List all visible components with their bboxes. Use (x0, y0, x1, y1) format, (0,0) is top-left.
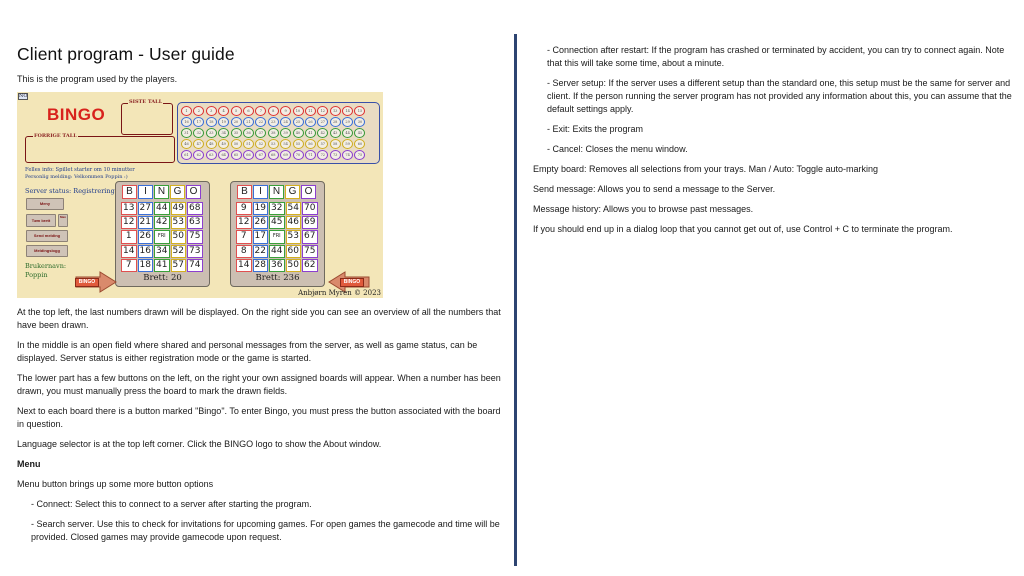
right-column (533, 44, 1018, 243)
overview-number: 46 (181, 139, 192, 149)
card-1-cell: 50 (171, 230, 187, 243)
intro-paragraph: This is the program used by the players. (17, 74, 178, 84)
menu-exit: - Exit: Exits the program (547, 124, 644, 134)
card-1-cell: 75 (187, 230, 203, 243)
overview-number: 52 (255, 139, 266, 149)
last-number-box (121, 103, 173, 135)
overview-number: 42 (317, 128, 328, 138)
menu-search: - Search server. Use this to check for invitations for upcoming games. For open games the gamecode and time will be provided. Closed games may provide gamecode upon request. (31, 519, 500, 542)
card-2-cell: 50 (286, 259, 302, 272)
card-1-cell: 13 (121, 202, 137, 215)
overview-number: 74 (342, 150, 353, 160)
overview-number: 49 (218, 139, 229, 149)
overview-number: 71 (305, 150, 316, 160)
card-1-cell: 42 (154, 216, 170, 229)
card-1-cell: 18 (138, 259, 154, 272)
empty-board-description: Empty board: Removes all selections from your trays. Man / Auto: Toggle auto-marking (533, 164, 878, 174)
card-2-cell: 7 (236, 230, 252, 243)
bingo-logo: BINGO (47, 105, 106, 124)
card-2-label: Brett: 236 (255, 273, 300, 283)
card-1-cell: 12 (121, 216, 137, 229)
overview-number: 38 (268, 128, 279, 138)
card-1-cell: 73 (187, 245, 203, 258)
card-2-header-g: G (285, 185, 300, 199)
overview-number: 13 (330, 106, 341, 116)
server-status-text: Server status: Registrering (25, 187, 115, 195)
overview-number: 75 (354, 150, 365, 160)
page-title: Client program - User guide (17, 44, 235, 64)
card-2-cell: 36 (269, 259, 285, 272)
card-1-header-i: I (138, 185, 153, 199)
overview-number: 18 (206, 117, 217, 127)
menu-button: Meny (26, 198, 64, 210)
overview-number: 51 (243, 139, 254, 149)
card-1-cell: 53 (171, 216, 187, 229)
card-1-header-b: B (122, 185, 137, 199)
card-2-cell: 19 (253, 202, 269, 215)
personal-message-text: Personlig melding: Velkommen Poppin :) (25, 174, 128, 180)
overview-number: 21 (243, 117, 254, 127)
card-1-cell: 63 (187, 216, 203, 229)
overview-number: 22 (255, 117, 266, 127)
overview-number: 4 (218, 106, 229, 116)
card-1-cell: 44 (154, 202, 170, 215)
last-number-label: SISTE TALL (129, 99, 163, 105)
card-2-cell: 75 (302, 245, 318, 258)
card-2-cell: 14 (236, 259, 252, 272)
card-1-cell: 27 (138, 202, 154, 215)
card-2-cell: 67 (302, 230, 318, 243)
bingo-button-card-1: BINGO (75, 278, 99, 287)
overview-number: 17 (193, 117, 204, 127)
overview-number: 7 (255, 106, 266, 116)
card-2-cell: 62 (302, 259, 318, 272)
card-1-header-g: G (170, 185, 185, 199)
bingo-card-2 (230, 181, 325, 287)
language-flag-icon: NO (19, 93, 28, 99)
card-2-grid (236, 202, 318, 273)
card-1-cell: 52 (171, 245, 187, 258)
message-history-description: Message history: Allows you to browse past messages. (533, 204, 754, 214)
overview-number: 62 (193, 150, 204, 160)
card-2-cell: 45 (269, 216, 285, 229)
card-2-cell: 46 (286, 216, 302, 229)
overview-number: 31 (181, 128, 192, 138)
card-1-grid (121, 202, 203, 273)
card-1-header-n: N (154, 185, 169, 199)
overview-number: 27 (317, 117, 328, 127)
card-2-header-i: I (253, 185, 268, 199)
paragraph-lower-part: The lower part has a few buttons on the left, on the right your own assigned boards will appear. When a number has been drawn, you must manually press the board to mark the drawn fields. (17, 373, 501, 396)
overview-number: 23 (268, 117, 279, 127)
paragraph-bingo-button: Next to each board there is a button marked "Bingo". To enter Bingo, you must press the button associated with the board in question. (17, 406, 501, 429)
card-1-cell: 7 (121, 259, 137, 272)
overview-number: 32 (193, 128, 204, 138)
overview-number: 19 (218, 117, 229, 127)
overview-number: 26 (305, 117, 316, 127)
column-divider (514, 34, 517, 566)
paragraph-middle-field: In the middle is an open field where shared and personal messages from the server, as well as game status, can be displayed. Server status is either registration mode or the game is started. (17, 340, 478, 363)
overview-number: 1 (181, 106, 192, 116)
card-1-cell: 49 (171, 202, 187, 215)
overview-number: 39 (280, 128, 291, 138)
paragraph-language: Language selector is at the top left corner. Click the BINGO logo to show the About window. (17, 439, 382, 449)
overview-number: 14 (342, 106, 353, 116)
copyright-text: Anbjørn Myren © 2023 (298, 289, 381, 297)
overview-number: 9 (280, 106, 291, 116)
overview-number: 8 (268, 106, 279, 116)
overview-number: 37 (255, 128, 266, 138)
card-1-header-o: O (186, 185, 201, 199)
send-message-description: Send message: Allows you to send a message to the Server. (533, 184, 776, 194)
client-screenshot (17, 92, 383, 298)
empty-board-button: Tøm brett (26, 214, 56, 227)
overview-number: 64 (218, 150, 229, 160)
bingo-button-card-2: BINGO (340, 278, 364, 287)
card-2-header-b: B (237, 185, 252, 199)
card-2-cell: 70 (302, 202, 318, 215)
left-column (17, 44, 502, 551)
card-2-cell: 32 (269, 202, 285, 215)
overview-number: 41 (305, 128, 316, 138)
menu-intro: Menu button brings up some more button options (17, 479, 214, 489)
overview-number: 69 (280, 150, 291, 160)
card-2-cell: 26 (253, 216, 269, 229)
overview-number: 5 (231, 106, 242, 116)
card-1-cell: 34 (154, 245, 170, 258)
overview-number: 68 (268, 150, 279, 160)
card-1-cell: 14 (121, 245, 137, 258)
menu-cancel: - Cancel: Closes the menu window. (547, 144, 688, 154)
overview-number: 44 (342, 128, 353, 138)
overview-number: 57 (317, 139, 328, 149)
card-1-cell: 68 (187, 202, 203, 215)
overview-number: 24 (280, 117, 291, 127)
overview-number: 2 (193, 106, 204, 116)
overview-number: 34 (218, 128, 229, 138)
card-2-cell: FRI (269, 230, 285, 243)
overview-number: 66 (243, 150, 254, 160)
overview-number: 70 (293, 150, 304, 160)
overview-number: 48 (206, 139, 217, 149)
overview-number: 72 (317, 150, 328, 160)
card-1-header (122, 185, 201, 199)
username-value: Poppin (25, 271, 48, 279)
overview-number: 28 (330, 117, 341, 127)
dialog-loop-note: If you should end up in a dialog loop that you cannot get out of, use Control + C to terminate the program. (533, 224, 953, 234)
overview-number: 15 (354, 106, 365, 116)
card-1-label: Brett: 20 (143, 273, 182, 283)
card-2-cell: 53 (286, 230, 302, 243)
overview-number: 35 (231, 128, 242, 138)
shared-info-text: Felles info: Spillet starter om 10 minutter (25, 167, 135, 173)
overview-number: 16 (181, 117, 192, 127)
card-2-header (237, 185, 316, 199)
overview-number: 58 (330, 139, 341, 149)
overview-number: 67 (255, 150, 266, 160)
bingo-card-1 (115, 181, 210, 287)
message-log-button: Meldingslogg (26, 245, 68, 257)
overview-number: 43 (330, 128, 341, 138)
man-auto-toggle: Man (58, 214, 68, 227)
card-2-header-o: O (301, 185, 316, 199)
overview-number: 11 (305, 106, 316, 116)
username-label: Brukernavn: (25, 262, 67, 270)
card-2-cell: 54 (286, 202, 302, 215)
overview-number: 6 (243, 106, 254, 116)
overview-number: 30 (354, 117, 365, 127)
overview-number: 56 (305, 139, 316, 149)
overview-number: 60 (354, 139, 365, 149)
menu-server-setup: - Server setup: If the server uses a different setup than the standard one, this setup must be the same for server and client. If the person running the server program has not provided any information about this, you can assume that the default settings apply. (547, 78, 1012, 114)
username-block (25, 262, 66, 280)
overview-number: 54 (280, 139, 291, 149)
card-1-cell: 26 (138, 230, 154, 243)
overview-number: 65 (231, 150, 242, 160)
card-1-cell: 57 (171, 259, 187, 272)
overview-number: 55 (293, 139, 304, 149)
card-2-cell: 28 (253, 259, 269, 272)
previous-numbers-label: FORRIGE TALL (34, 133, 77, 139)
overview-number: 12 (317, 106, 328, 116)
card-2-cell: 12 (236, 216, 252, 229)
overview-number: 73 (330, 150, 341, 160)
menu-heading: Menu (17, 459, 41, 469)
card-2-cell: 44 (269, 245, 285, 258)
card-2-cell: 60 (286, 245, 302, 258)
overview-number: 40 (293, 128, 304, 138)
card-2-cell: 22 (253, 245, 269, 258)
overview-number: 47 (193, 139, 204, 149)
card-2-cell: 8 (236, 245, 252, 258)
overview-number: 20 (231, 117, 242, 127)
send-message-button: Send melding (26, 230, 68, 242)
card-2-cell: 17 (253, 230, 269, 243)
overview-number: 29 (342, 117, 353, 127)
card-1-cell: FRI (154, 230, 170, 243)
overview-number: 45 (354, 128, 365, 138)
overview-number: 50 (231, 139, 242, 149)
overview-number: 63 (206, 150, 217, 160)
overview-number: 3 (206, 106, 217, 116)
card-1-cell: 1 (121, 230, 137, 243)
overview-number: 10 (293, 106, 304, 116)
card-1-cell: 21 (138, 216, 154, 229)
card-2-cell: 9 (236, 202, 252, 215)
card-1-cell: 16 (138, 245, 154, 258)
card-2-header-n: N (269, 185, 284, 199)
overview-number: 59 (342, 139, 353, 149)
menu-connect: - Connect: Select this to connect to a server after starting the program. (31, 499, 312, 509)
paragraph-drawn-numbers: At the top left, the last numbers drawn will be displayed. On the right side you can see an overview of all the numbers that have been drawn. (17, 307, 501, 330)
overview-number: 61 (181, 150, 192, 160)
card-2-cell: 69 (302, 216, 318, 229)
menu-restart: - Connection after restart: If the program has crashed or terminated by accident, you can try to connect again. Note that this will take some time, about a minute. (547, 45, 1005, 68)
card-1-cell: 74 (187, 259, 203, 272)
overview-number: 25 (293, 117, 304, 127)
card-1-cell: 41 (154, 259, 170, 272)
previous-numbers-box (25, 136, 175, 163)
drawn-numbers-overview (177, 102, 380, 164)
overview-number: 53 (268, 139, 279, 149)
overview-number: 33 (206, 128, 217, 138)
overview-number: 36 (243, 128, 254, 138)
